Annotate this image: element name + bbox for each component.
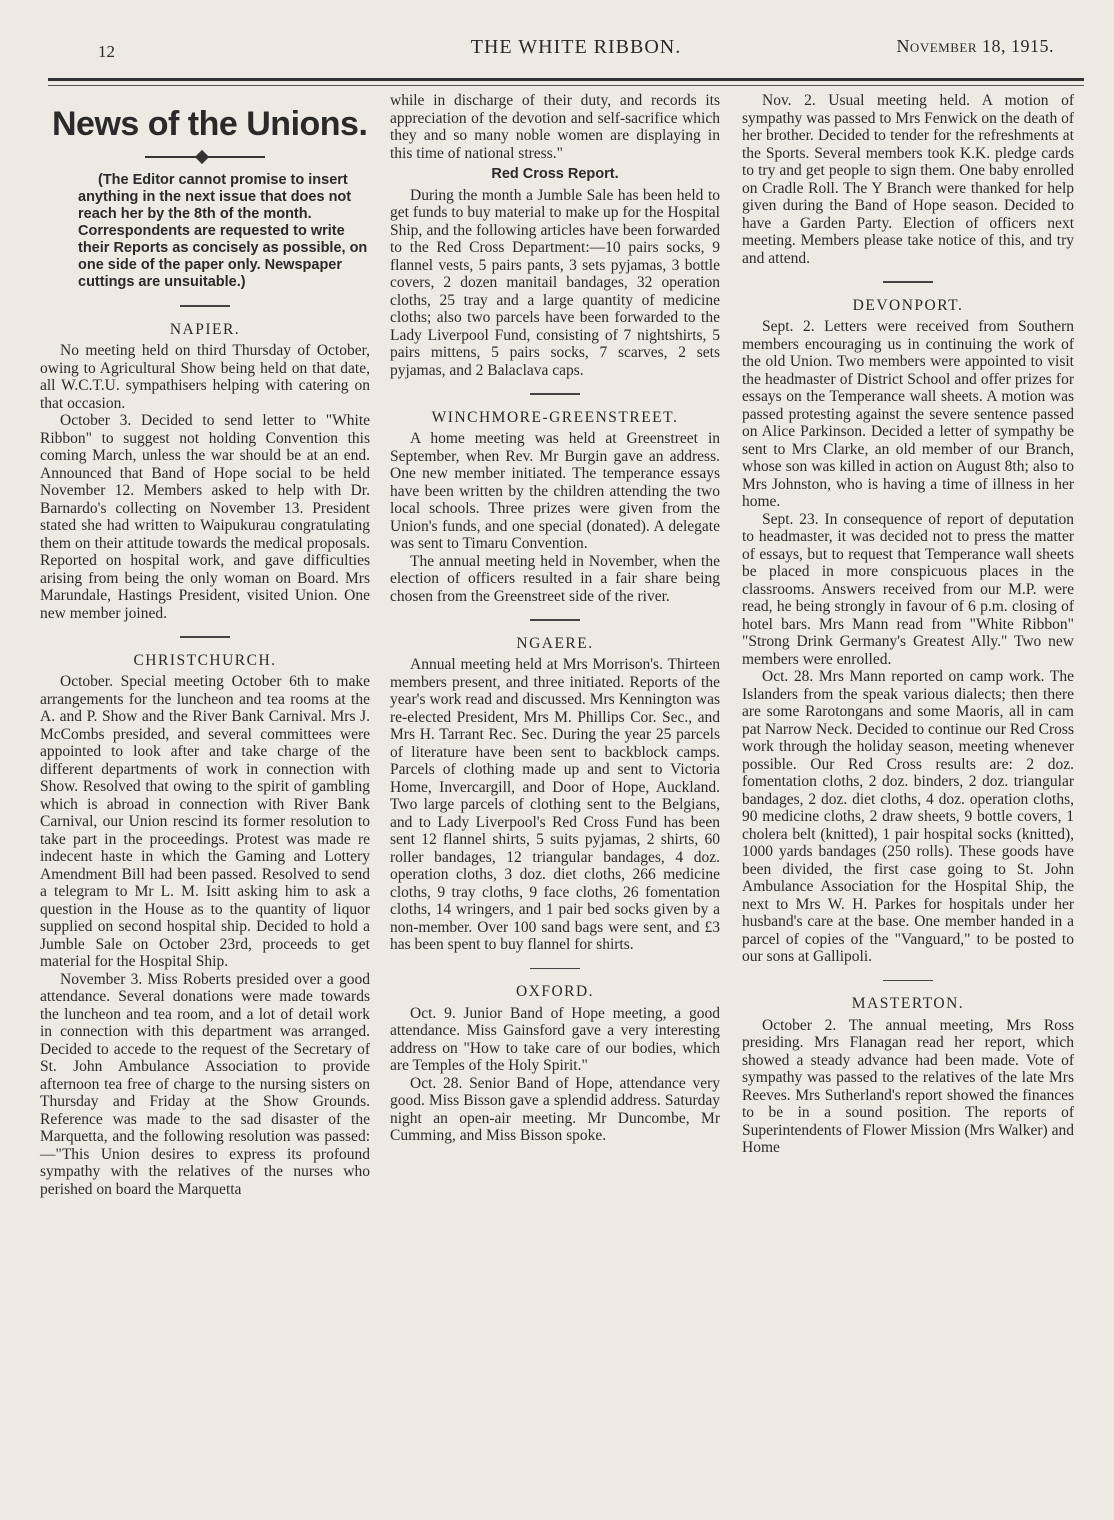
page-number: 12 [98,42,115,61]
column-2 [390,92,720,1145]
section-title-red-cross: Red Cross Report. [491,166,619,182]
christchurch-paragraph: November 3. Miss Roberts presided over a good attendance. Several donations were made towards the luncheon and tea room, and a lot of detail work in connection with this department was arranged. Decided to accede to the request of the Secretary of St. John Ambulance Association to provide afternoon tea free of charge to the nursing sisters on Thursday and Friday at the Show Grounds. Reference was made to the sad disaster of the Marquetta, and the following resolution was passed:—"This Union desires to express its profound sympathy with the relatives of the nurses who perished on board the Marquetta [40,970,370,1198]
devonport-paragraph: Oct. 28. Mrs Mann reported on camp work. The Islanders from the speak various dialects; then there are some Rarotongans and some Maoris, all in cam pat Narrow Neck. Decided to continue our Red Cross work through the holiday season, meeting whenever possible. Our Red Cross results are: 2 doz. fomentation cloths, 2 doz. binders, 2 doz. triangular bandages, 2 doz. diet cloths, 4 doz. operation cloths, 90 medicine cloths, 2 draw sheets, 9 bottle covers, 1 cholera belt (knitted), 1 pair hospital socks (knitted), 1000 yards bandages (250 rolls). These goods have been divided, the first case going to St. John Ambulance Association for the Hospital Ship, the next to Mrs W. H. Parkes for hospitals under her husband's care at the base. One member handed in a parcel of copies of the "Vanguard," to be posted to our sons at Gallipoli. [742,668,1074,965]
issue-date: November 18, 1915. [896,36,1054,56]
section-title-oxford: OXFORD. [515,983,595,1000]
christchurch-continuation: while in discharge of their duty, and records its appreciation of the devotion and self-sacrifice which they and so many noble women are displaying in this time of national stress." [390,92,720,162]
column-1 [40,92,370,1198]
napier-paragraph: No meeting held on third Thursday of October, owing to Agricultural Show being held on that date, all W.C.T.U. sympathisers helping with catering on that occasion. [40,342,370,412]
section-title-christchurch: CHRISTCHURCH. [133,651,277,669]
devonport-paragraph: Sept. 2. Letters were received from Southern members encouraging us in continuing the work of the old Union. Two members were appointed to visit the headmaster of District School and offer prizes for essays on the Temperance wall sheets. A motion was passed protesting against the severe sentence passed on Alice Parkinson. Decided a letter of sympathy be sent to Mrs Clarke, an old member of our Branch, whose son was killed in action on August 8th; also to Mrs Johnston, who is having a time of illness in her home. [742,318,1074,510]
section-divider [530,619,580,621]
page-heading: News of the Unions. [52,105,368,143]
red-cross-paragraph: During the month a Jumble Sale has been held to get funds to buy material to make up for the Hospital Ship, and the following articles have been forwarded to the Red Cross Department:—10 pairs socks, 9 flannel vests, 5 pairs pants, 3 sets pyjamas, 3 bottle covers, 2 dozen manitail bandages, 32 operation cloths, 25 tray and a large quantity of medicine cloths; also two parcels have been forwarded to the Lady Liverpool Fund, consisting of 7 nightshirts, 5 pairs mittens, 5 pairs socks, 7 scarves, 2 sets pyjamas, and 2 Balaclava caps. [390,186,720,379]
page-header [98,30,1054,70]
oxford-paragraph: Oct. 9. Junior Band of Hope meeting, a good attendance. Miss Gainsford gave a very interesting address on "How to take care of our bodies, which are Temples of the Holy Spirit." [390,1004,720,1074]
winchmore-paragraph: A home meeting was held at Greenstreet in September, when Rev. Mr Burgin gave an address. One new member initiated. The temperance essays have been written by the children attending the two local schools. Three prizes were given from the Union's funds, and one special (donated). A delegate was sent to Timaru Convention. [390,430,720,552]
header-rule-thin [48,85,1084,86]
oxford-continuation: Nov. 2. Usual meeting held. A motion of sympathy was passed to Mrs Fenwick on the death of her brother. Decided to tender for the refreshments at the Sports. Several members took K.K. pledge cards to try and get people to sign them. One baby enrolled on Cradle Roll. The Y Branch were thanked for help given during the Band of Hope season. Decided to have a Garden Party. Election of officers next meeting. Members please take notice of this, and try and attend. [742,92,1074,267]
editor-note: (The Editor cannot promise to insert anything in the next issue that does not reach her by the 8th of the month. Correspondents are requested to write their Reports as concisely as possible, on one side of the paper only. Newspaper cuttings are unsuitable.) [78,172,368,290]
section-title-napier: NAPIER. [169,320,241,338]
christchurch-paragraph: October. Special meeting October 6th to make arrangements for the luncheon and tea rooms at the A. and P. Show and the River Bank Carnival. Mrs J. McCombs presided, and several committees were appointed to look after and take charge of the different departments of work in connection with Show. Resolved that owing to the spirit of gambling which is abroad in connection with River Bank Carnival, our Union rescind its former resolution to take part in the proceedings. Protest was made re indecent haste in which the Gaming and Lottery Amendment Bill had been passed. Resolved to send a telegram to Mr L. M. Isitt asking him to ask a question in the House as to the quantity of liquor supplied on second hospital ship. Decided to hold a Jumble Sale on October 23rd, proceeds to get material for the Hospital Ship. [40,673,370,970]
section-divider [883,980,933,982]
napier-paragraph: October 3. Decided to send letter to "White Ribbon" to suggest not holding Convention this coming March, unless the war should be at an end. Announced that Band of Hope social to be held November 12. Members asked to help with Dr. Barnardo's collecting on November 13. President stated she had written to Waipukurau congratulating them on their attitude towards the medical proposals. Reported on hospital work, and gave difficulties arising from being the only woman on Board. Mrs Marundale, Hastings President, visited Union. One new member joined. [40,412,370,622]
header-rule-thick [48,78,1084,81]
section-title-masterton: MASTERTON. [851,995,965,1012]
section-title-winchmore: WINCHMORE-GREENSTREET. [431,408,679,426]
masterton-paragraph: October 2. The annual meeting, Mrs Ross presiding. Mrs Flanagan read her report, which showed a steady advance had been made. Vote of sympathy was passed to the relatives of the late Mrs Reeves. Mrs Sutherland's report showed the finances to be in a sound position. The reports of Superintendents of Flower Mission (Mrs Walker) and Home [742,1016,1074,1156]
section-divider [883,281,933,283]
section-divider [180,636,230,638]
section-divider [530,968,580,970]
section-title-ngaere: NGAERE. [516,634,594,652]
devonport-paragraph: Sept. 23. In consequence of report of deputation to headmaster, it was decided not to press the matter of essays, but to request that Temperance wall sheets be placed in more conspicuous places in the classrooms. Answers received from our M.P. were read, he being strongly in favour of 6 p.m. closing of hotel bars. Mrs Mann read from "White Ribbon" "Strong Drink Germany's Greatest Ally." Two new members were enrolled. [742,510,1074,668]
ornamental-divider [145,152,265,162]
section-divider [180,305,230,307]
section-title-devonport: DEVONPORT. [852,296,964,314]
section-divider [530,393,580,395]
ngaere-paragraph: Annual meeting held at Mrs Morrison's. Thirteen members present, and three initiated. Reports of the year's work read and discussed. Mrs Kennington was re-elected President, Mrs M. Phillips Cor. Sec., and Mrs H. Tarrant Rec. Sec. During the year 25 parcels of literature have been sent to backblock camps. Parcels of clothing made up and sent to Victoria Home, Invercargill, and Door of Hope, Auckland. Two large parcels of clothing sent to the Belgians, and to Lady Liverpool's Red Cross Fund has been sent 12 flannel shirts, 5 suits pyjamas, 2 shirts, 60 roller bandages, 12 triangular bandages, 4 doz. operation cloths, 3 doz. diet cloths, 266 medicine cloths, 9 tray cloths, 9 face cloths, 26 fomentation cloths, 14 wringers, and 1 pair bed socks given by a non-member. Over 100 sand bags were sent, and £3 has been spent to buy flannel for shirts. [390,656,720,953]
oxford-paragraph: Oct. 28. Senior Band of Hope, attendance very good. Miss Bisson gave a splendid address. Saturday night an open-air meeting. Mr Duncombe, Mr Cumming, and Miss Bisson spoke. [390,1074,720,1144]
publication-title: THE WHITE RIBBON. [470,36,682,58]
winchmore-paragraph: The annual meeting held in November, when the election of officers resulted in a fair share being chosen from the Greenstreet side of the river. [390,552,720,605]
column-3 [742,92,1074,1157]
